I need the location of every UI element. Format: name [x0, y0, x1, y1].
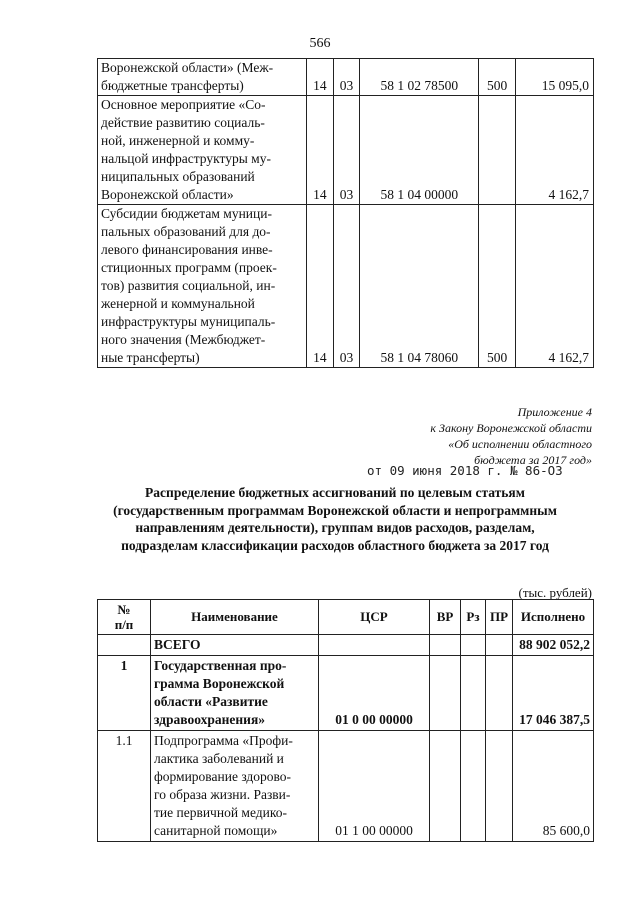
rz-code — [461, 635, 486, 656]
header-csr: ЦСР — [319, 600, 430, 635]
subsection-code: 03 — [333, 205, 360, 368]
rz-code — [461, 656, 486, 731]
table-row — [98, 635, 594, 656]
vr-code — [430, 656, 461, 731]
target-code: 58 1 04 00000 — [360, 96, 479, 205]
table-row — [98, 59, 594, 96]
header-total: Исполнено — [513, 600, 594, 635]
item-name: Субсидии бюджетам муници- пальных образований для до- левого финансирования инве- стиционных программ (проек- тов) развития социальной, ин- женерной и коммунальной инфраструктуры муниципаль- ного значения (Межбюджет- ные трансферты) — [98, 205, 307, 368]
executed-amount: 17 046 387,5 — [513, 656, 594, 731]
table-row — [98, 656, 594, 731]
vr-code — [430, 635, 461, 656]
section-code: 14 — [307, 205, 334, 368]
appendix-line-2: к Закону Воронежской области — [430, 421, 592, 435]
appendix-line-3: «Об исполнении областного — [448, 437, 592, 451]
table-row — [98, 205, 594, 368]
target-code: 58 1 04 78060 — [360, 205, 479, 368]
law-date-stamp: от 09 июня 2018 г. № 86-ОЗ — [367, 463, 563, 478]
row-number: 1.1 — [98, 731, 151, 842]
header-num: № п/п — [98, 600, 151, 635]
pr-code — [486, 731, 513, 842]
amount: 4 162,7 — [515, 96, 593, 205]
amount: 15 095,0 — [515, 59, 593, 96]
section-code: 14 — [307, 96, 334, 205]
executed-amount: 85 600,0 — [513, 731, 594, 842]
header-name: Наименование — [151, 600, 319, 635]
budget-allocation-table — [97, 599, 594, 842]
document-heading: Распределение бюджетных ассигнований по целевым статьям (государственным программам Воронежской области и непрограммным направлениям деятельности), группам видов расходов, разделам, подразделам классификации расходов областного бюджета за 2017 год — [113, 485, 557, 553]
item-name: Основное мероприятие «Со- действие развитию социаль- ной, инженерной и комму- нальцой инфраструктуры му- ниципальных образований Воронежской области» — [98, 96, 307, 205]
expense-type-code: 500 — [479, 205, 515, 368]
pr-code — [486, 656, 513, 731]
csr-code — [319, 635, 430, 656]
section-code: 14 — [307, 59, 334, 96]
continued-budget-table — [97, 58, 594, 368]
header-pr: ПР — [486, 600, 513, 635]
table-row — [98, 731, 594, 842]
item-name: Подпрограмма «Профи- лактика заболеваний и формирование здорово- го образа жизни. Разви- тие первичной медико- санитарной помощи» — [151, 731, 319, 842]
appendix-line-4: бюджета за 2017 год» — [474, 453, 592, 467]
executed-amount: 88 902 052,2 — [513, 635, 594, 656]
rz-code — [461, 731, 486, 842]
item-name: Государственная про- грамма Воронежской области «Развитие здравоохранения» — [151, 656, 319, 731]
header-vr: ВР — [430, 600, 461, 635]
subsection-code: 03 — [333, 96, 360, 205]
csr-code: 01 1 00 00000 — [319, 731, 430, 842]
target-code: 58 1 02 78500 — [360, 59, 479, 96]
item-name: ВСЕГО — [151, 635, 319, 656]
expense-type-code — [479, 96, 515, 205]
expense-type-code: 500 — [479, 59, 515, 96]
vr-code — [430, 731, 461, 842]
header-rz: Рз — [461, 600, 486, 635]
appendix-note — [292, 404, 592, 468]
row-number: 1 — [98, 656, 151, 731]
subsection-code: 03 — [333, 59, 360, 96]
pr-code — [486, 635, 513, 656]
item-name: Воронежской области» (Меж- бюджетные трансферты) — [98, 59, 307, 96]
csr-code: 01 0 00 00000 — [319, 656, 430, 731]
table-row — [98, 96, 594, 205]
table-header-row — [98, 600, 594, 635]
page-number: 566 — [309, 36, 331, 51]
row-number — [98, 635, 151, 656]
appendix-line-1: Приложение 4 — [517, 405, 592, 419]
amount: 4 162,7 — [515, 205, 593, 368]
units-label: (тыс. рублей) — [518, 585, 592, 600]
